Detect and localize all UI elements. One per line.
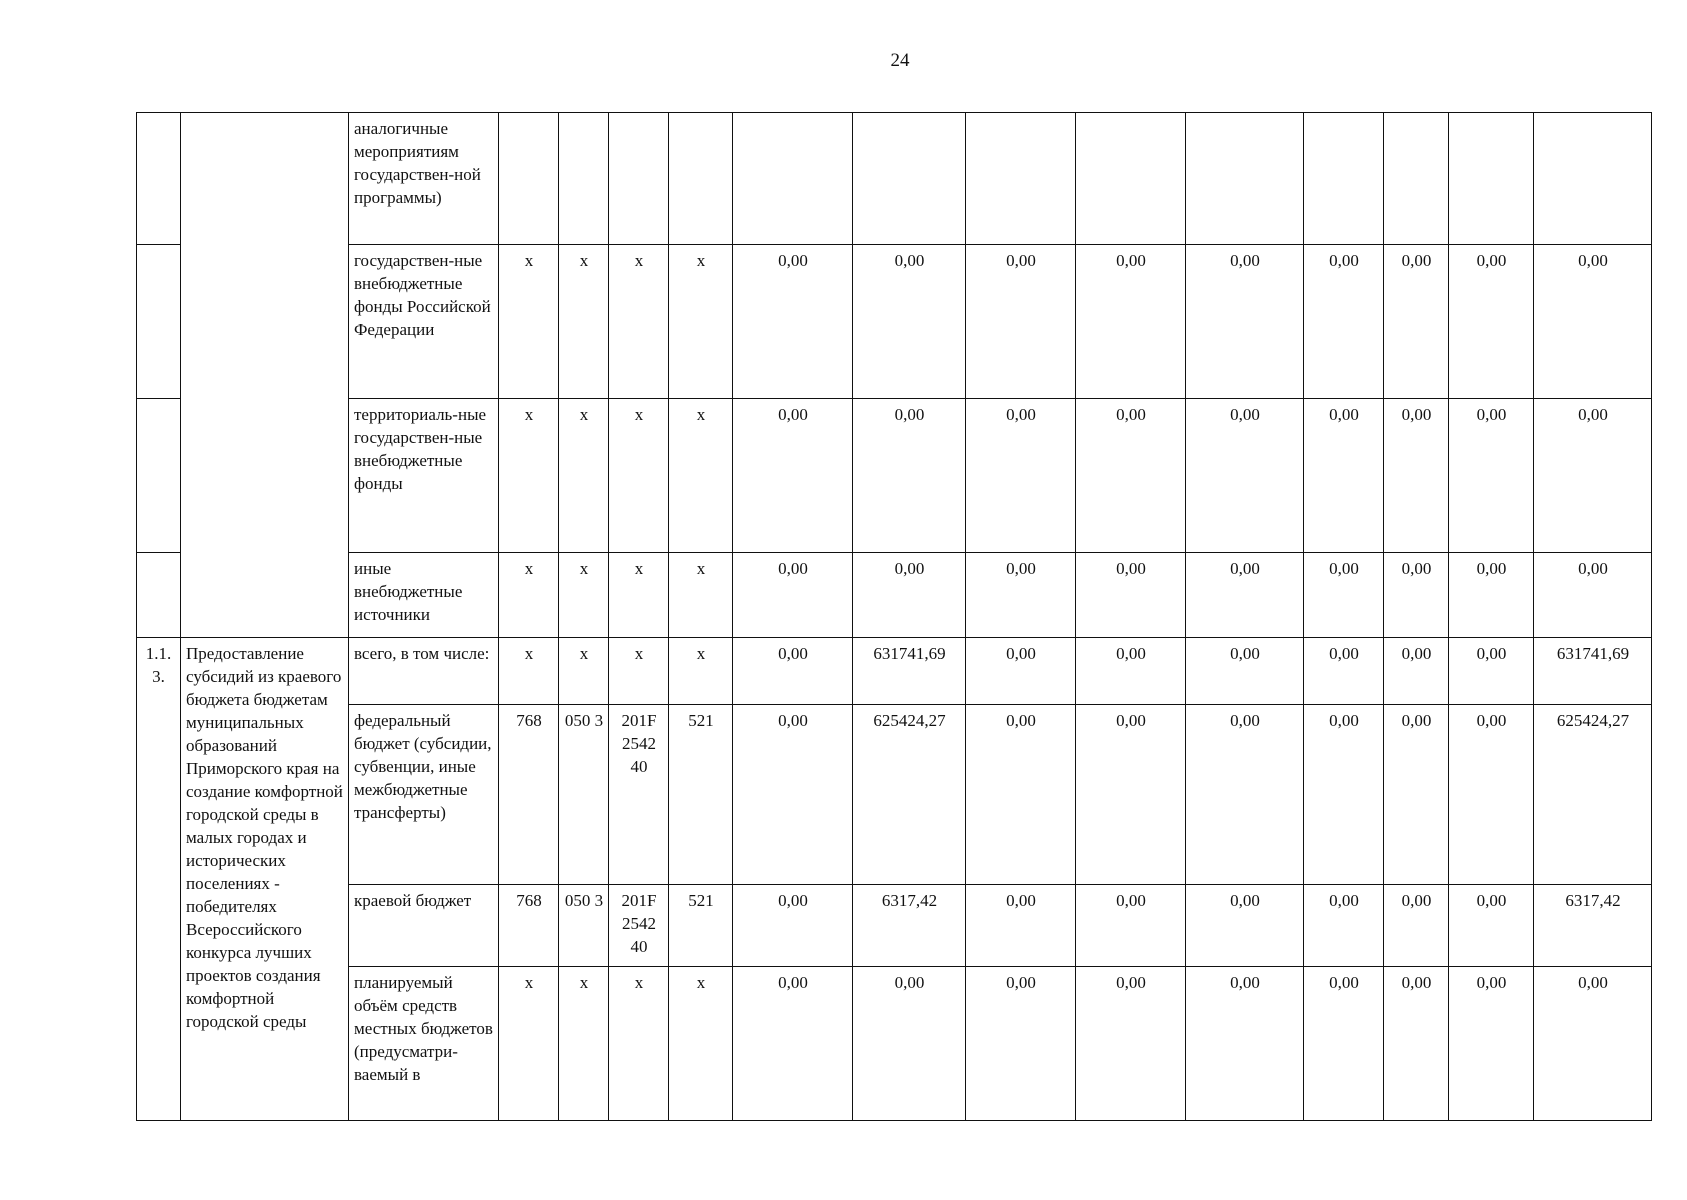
table-row xyxy=(137,553,1652,638)
table-row xyxy=(137,705,1652,885)
value-cell: х xyxy=(559,245,609,399)
table-row xyxy=(137,885,1652,967)
value-cell: х xyxy=(559,399,609,553)
funding-source-label: территориаль-ные государствен-ные внебюджетные фонды xyxy=(349,399,499,553)
value-cell: х xyxy=(499,553,559,638)
value-cell: 0,00 xyxy=(1384,553,1449,638)
value-cell: 0,00 xyxy=(733,553,853,638)
value-cell: 0,00 xyxy=(1449,399,1534,553)
value-cell xyxy=(559,113,609,245)
value-cell: 0,00 xyxy=(1384,885,1449,967)
value-cell: 0,00 xyxy=(733,885,853,967)
value-cell: 0,00 xyxy=(1384,705,1449,885)
value-cell: 0,00 xyxy=(1076,967,1186,1121)
value-cell: х xyxy=(499,245,559,399)
item-name-cell xyxy=(181,113,349,638)
value-cell: 0,00 xyxy=(733,967,853,1121)
value-cell: х xyxy=(669,967,733,1121)
value-cell: 0,00 xyxy=(1304,885,1384,967)
page-number: 24 xyxy=(890,50,910,71)
value-cell: 521 xyxy=(669,705,733,885)
value-cell xyxy=(669,113,733,245)
value-cell: 0,00 xyxy=(1186,399,1304,553)
budget-table xyxy=(136,112,1652,1121)
value-cell: 0,00 xyxy=(1449,638,1534,705)
value-cell: 0,00 xyxy=(853,553,966,638)
value-cell: 0,00 xyxy=(1304,553,1384,638)
value-cell: 521 xyxy=(669,885,733,967)
value-cell: 0,00 xyxy=(1384,245,1449,399)
value-cell: х xyxy=(499,638,559,705)
value-cell: 768 xyxy=(499,885,559,967)
value-cell: 0,00 xyxy=(1534,553,1652,638)
value-cell: 0,00 xyxy=(1186,705,1304,885)
value-cell: 0,00 xyxy=(1186,967,1304,1121)
funding-source-label: планируемый объём средств местных бюджетов (предусматри-ваемый в xyxy=(349,967,499,1121)
value-cell: 0,00 xyxy=(1076,885,1186,967)
value-cell: 0,00 xyxy=(1076,399,1186,553)
value-cell: 201F 2542 40 xyxy=(609,885,669,967)
value-cell: 0,00 xyxy=(1076,638,1186,705)
value-cell: 0,00 xyxy=(1186,638,1304,705)
value-cell: 0,00 xyxy=(966,638,1076,705)
funding-source-label: краевой бюджет xyxy=(349,885,499,967)
item-name: Предоставление субсидий из краевого бюджета бюджетам муниципальных образований Приморского края на создание комфортной городской среды в малых городах и исторических поселениях - победителях Всероссийского конкурса лучших проектов создания комфортной городской среды xyxy=(181,638,349,1121)
funding-source-label: всего, в том числе: xyxy=(349,638,499,705)
value-cell: 0,00 xyxy=(966,399,1076,553)
value-cell: 625424,27 xyxy=(853,705,966,885)
value-cell: х xyxy=(669,553,733,638)
value-cell: 0,00 xyxy=(1186,885,1304,967)
value-cell: х xyxy=(669,399,733,553)
value-cell: 0,00 xyxy=(1304,638,1384,705)
funding-source-label: иные внебюджетные источники xyxy=(349,553,499,638)
value-cell: 0,00 xyxy=(966,885,1076,967)
value-cell: 0,00 xyxy=(853,399,966,553)
value-cell: 0,00 xyxy=(1186,245,1304,399)
table-row xyxy=(137,245,1652,399)
table-row xyxy=(137,399,1652,553)
value-cell: 0,00 xyxy=(966,967,1076,1121)
value-cell: х xyxy=(499,399,559,553)
value-cell: х xyxy=(559,967,609,1121)
value-cell xyxy=(609,113,669,245)
value-cell: 768 xyxy=(499,705,559,885)
value-cell: 0,00 xyxy=(1449,705,1534,885)
value-cell: 0,00 xyxy=(1304,245,1384,399)
value-cell: 0,00 xyxy=(1304,399,1384,553)
value-cell xyxy=(966,113,1076,245)
value-cell: х xyxy=(559,638,609,705)
value-cell: 0,00 xyxy=(1534,967,1652,1121)
value-cell xyxy=(853,113,966,245)
value-cell: 0,00 xyxy=(966,245,1076,399)
value-cell: 0,00 xyxy=(733,245,853,399)
value-cell xyxy=(1186,113,1304,245)
value-cell: 0,00 xyxy=(1304,967,1384,1121)
value-cell: 0,00 xyxy=(733,705,853,885)
funding-source-label: государствен-ные внебюджетные фонды Российской Федерации xyxy=(349,245,499,399)
value-cell: 0,00 xyxy=(1449,967,1534,1121)
value-cell: 0,00 xyxy=(1534,399,1652,553)
table-row xyxy=(137,638,1652,705)
value-cell xyxy=(1304,113,1384,245)
value-cell: 201F 2542 40 xyxy=(609,705,669,885)
value-cell: х xyxy=(609,399,669,553)
value-cell xyxy=(1534,113,1652,245)
value-cell: 0,00 xyxy=(1449,245,1534,399)
value-cell: 0,00 xyxy=(1076,553,1186,638)
value-cell: 0,00 xyxy=(733,399,853,553)
table-row xyxy=(137,113,1652,245)
value-cell: 6317,42 xyxy=(1534,885,1652,967)
value-cell: х xyxy=(609,638,669,705)
value-cell xyxy=(733,113,853,245)
value-cell: х xyxy=(609,245,669,399)
value-cell: 0,00 xyxy=(1384,638,1449,705)
value-cell xyxy=(1076,113,1186,245)
value-cell xyxy=(1449,113,1534,245)
value-cell: 0,00 xyxy=(853,967,966,1121)
value-cell: 0,00 xyxy=(853,245,966,399)
value-cell: х xyxy=(609,553,669,638)
item-number-cell xyxy=(137,399,181,553)
value-cell: х xyxy=(609,967,669,1121)
value-cell: 050 3 xyxy=(559,885,609,967)
value-cell: 0,00 xyxy=(1534,245,1652,399)
item-number: 1.1. 3. xyxy=(137,638,181,1121)
value-cell: х xyxy=(499,967,559,1121)
item-number-cell xyxy=(137,553,181,638)
value-cell xyxy=(499,113,559,245)
value-cell xyxy=(1384,113,1449,245)
value-cell: 631741,69 xyxy=(853,638,966,705)
value-cell: 631741,69 xyxy=(1534,638,1652,705)
funding-source-label: аналогичные мероприятиям государствен-ной программы) xyxy=(349,113,499,245)
item-number-cell xyxy=(137,113,181,245)
value-cell: 0,00 xyxy=(1076,245,1186,399)
value-cell: 0,00 xyxy=(1384,399,1449,553)
value-cell: 0,00 xyxy=(966,705,1076,885)
value-cell: х xyxy=(669,245,733,399)
funding-source-label: федеральный бюджет (субсидии, субвенции, иные межбюджетные трансферты) xyxy=(349,705,499,885)
value-cell: 0,00 xyxy=(1449,885,1534,967)
value-cell: 625424,27 xyxy=(1534,705,1652,885)
value-cell: 0,00 xyxy=(1449,553,1534,638)
value-cell: 0,00 xyxy=(966,553,1076,638)
value-cell: 0,00 xyxy=(1384,967,1449,1121)
item-number-cell xyxy=(137,245,181,399)
value-cell: 050 3 xyxy=(559,705,609,885)
value-cell: х xyxy=(669,638,733,705)
value-cell: 0,00 xyxy=(1076,705,1186,885)
value-cell: х xyxy=(559,553,609,638)
value-cell: 0,00 xyxy=(1186,553,1304,638)
value-cell: 6317,42 xyxy=(853,885,966,967)
table-row xyxy=(137,967,1652,1121)
value-cell: 0,00 xyxy=(733,638,853,705)
value-cell: 0,00 xyxy=(1304,705,1384,885)
